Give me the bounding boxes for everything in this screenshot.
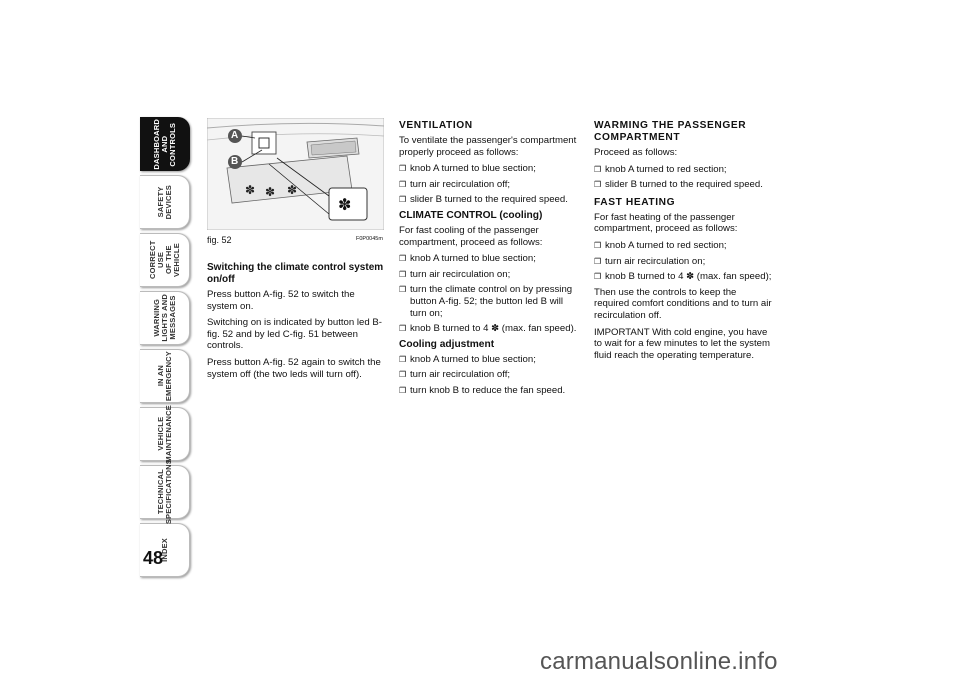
paragraph: Then use the controls to keep the required comfort conditions and to turn air recirculation off.: [594, 286, 772, 321]
column-3: [594, 120, 774, 366]
fan-icons: [245, 183, 297, 199]
svg-text:✽: ✽: [265, 185, 276, 199]
list-item: ❒ turn the climate control on by pressing button A-fig. 52; the button led B will turn on;: [399, 284, 579, 319]
tab-in-an-emergency[interactable]: IN AN EMERGENCY: [140, 349, 190, 403]
tab-index[interactable]: INDEX: [140, 523, 190, 577]
list-item: ❒ slider B turned to the required speed.: [594, 179, 774, 191]
paragraph: Press button A-fig. 52 to switch the system on.: [207, 289, 355, 312]
list-item: ❒ turn air recirculation on;: [594, 256, 774, 268]
svg-text:✽: ✽: [338, 195, 352, 214]
tab-dashboard-and-controls[interactable]: DASHBOARD AND CONTROLS: [140, 117, 190, 171]
paragraph: IMPORTANT With cold engine, you have to wait for a few minutes to let the system fluid reach the operating temperature.: [594, 326, 770, 361]
list-item: ❒ knob A turned to red section;: [594, 164, 774, 176]
column-2: [399, 120, 579, 401]
paragraph: For fast cooling of the passenger compartment, proceed as follows:: [399, 224, 543, 248]
heading-warming: WARMING THE PASSENGER COMPARTMENT: [594, 120, 747, 143]
list-item: ❒ knob B turned to 4 ✽ (max. fan speed);: [594, 271, 774, 283]
svg-text:✽: ✽: [287, 183, 298, 197]
figure-caption: fig. 52: [207, 235, 232, 245]
list-item: ❒ knob B turned to 4 ✽ (max. fan speed).: [399, 323, 579, 335]
paragraph: For fast heating of the passenger compartment, proceed as follows:: [594, 211, 738, 235]
list-item: ❒ knob A turned to blue section;: [399, 163, 579, 175]
label-b: B: [231, 156, 239, 167]
tab-warning-lights[interactable]: WARNING LIGHTS AND MESSAGES: [140, 291, 190, 345]
heading-ventilation: VENTILATION: [399, 120, 473, 131]
tab-vehicle-maintenance[interactable]: VEHICLE MAINTENANCE: [140, 407, 190, 461]
list-item: ❒ turn air recirculation off;: [399, 179, 579, 191]
paragraph: Press button A-fig. 52 again to switch the system off (the two leds will turn off).: [207, 356, 381, 380]
list-item: ❒ turn air recirculation on;: [399, 269, 579, 281]
heading-cooling-adjustment: Cooling adjustment: [399, 338, 495, 350]
paragraph: To ventilate the passenger's compartment properly proceed as follows:: [399, 135, 577, 158]
heading-switching: Switching the climate control system on/off: [207, 262, 384, 285]
heading-climate-control: CLIMATE CONTROL (cooling): [399, 209, 543, 221]
tab-correct-use[interactable]: CORRECT USE OF THE VEHICLE: [140, 233, 190, 287]
page-number: 48: [143, 548, 164, 568]
list-item: ❒ turn knob B to reduce the fan speed.: [399, 385, 579, 397]
column-1: [207, 262, 385, 385]
list-item: ❒ knob A turned to blue section;: [399, 253, 579, 265]
section-tabs: [140, 117, 190, 581]
list-item: ❒ knob A turned to blue section;: [399, 354, 579, 366]
list-item: ❒ knob A turned to red section;: [594, 240, 774, 252]
paragraph: Proceed as follows:: [594, 147, 678, 158]
list-item: ❒ slider B turned to the required speed.: [399, 194, 579, 206]
watermark: carmanualsonline.info: [540, 648, 778, 675]
tab-safety-devices[interactable]: SAFETY DEVICES: [140, 175, 190, 229]
paragraph: Switching on is indicated by button led B-fig. 52 and by led C-fig. 51 between controls.: [207, 317, 382, 352]
figure-code: F0P0045m: [356, 236, 383, 242]
heading-fast-heating: FAST HEATING: [594, 196, 676, 208]
svg-text:✽: ✽: [245, 183, 256, 197]
label-a: A: [231, 130, 239, 141]
list-item: ❒ turn air recirculation off;: [399, 369, 579, 381]
tab-technical-specifications[interactable]: TECHNICAL SPECIFICATIONS: [140, 465, 190, 519]
climate-control-figure: [207, 118, 384, 230]
